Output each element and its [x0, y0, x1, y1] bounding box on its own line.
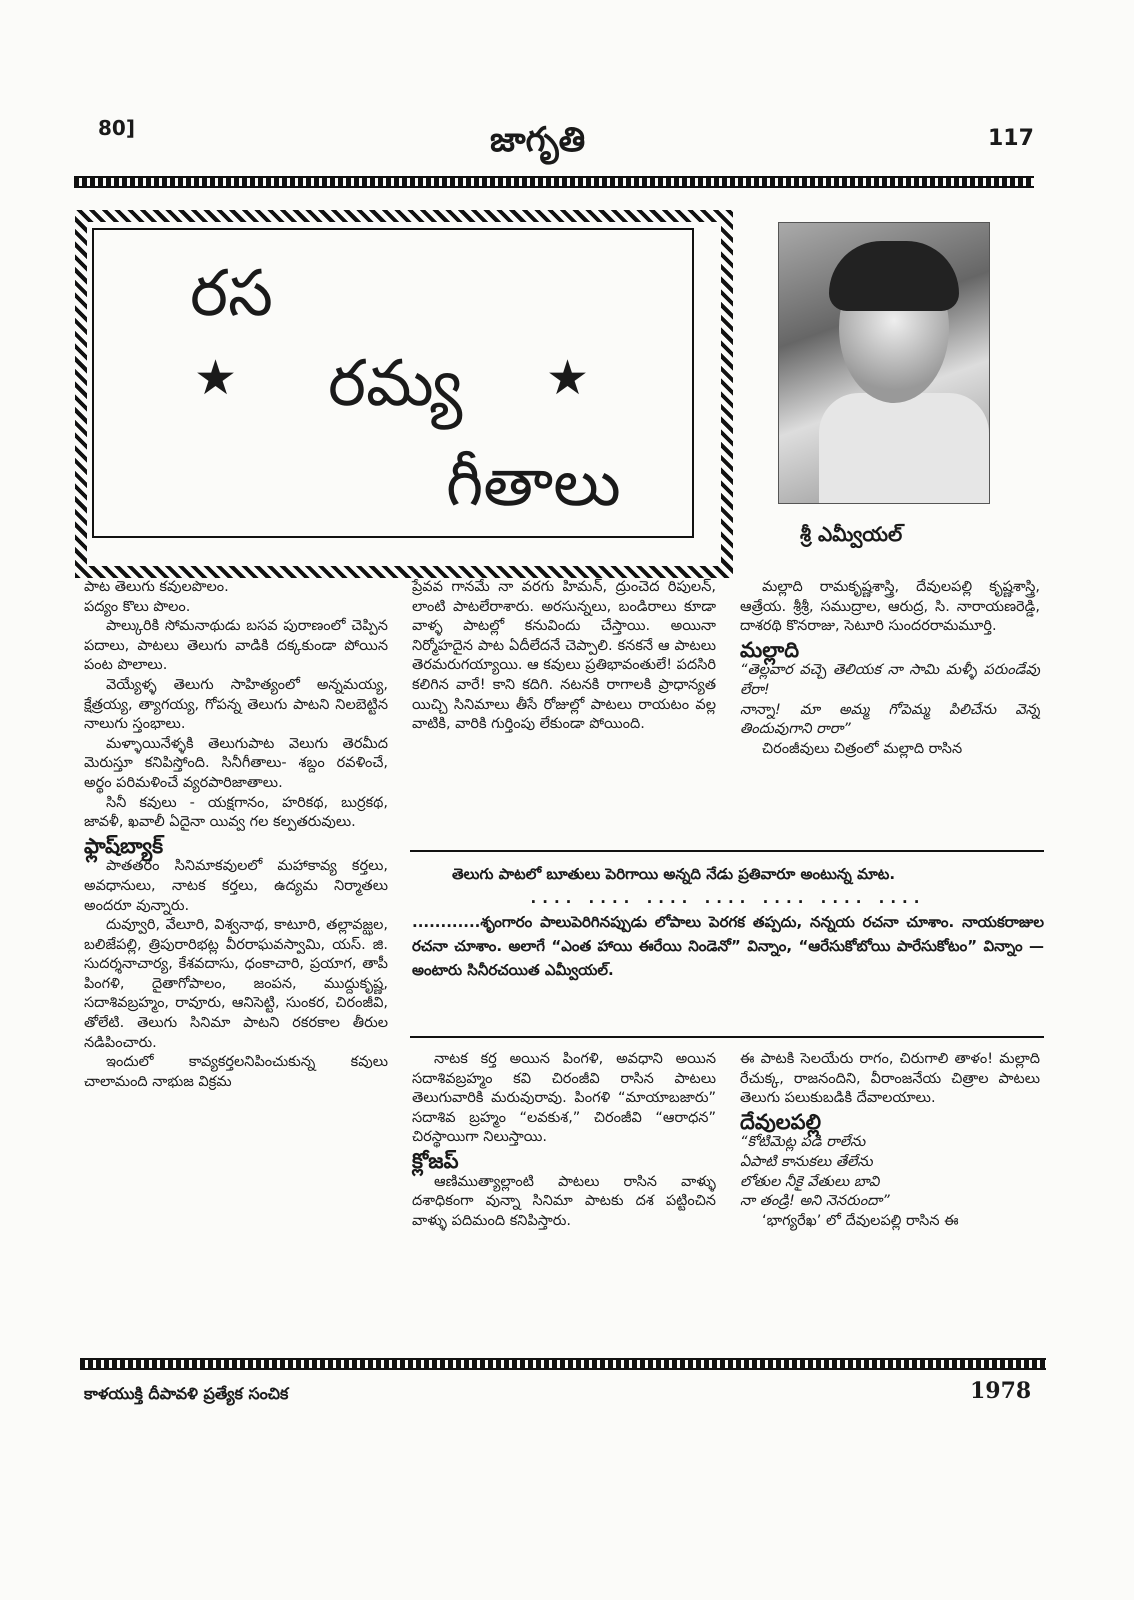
paragraph: నాటక కర్త అయిన పింగళి, అవధాని అయిన సదాశివబ్రహ్మం కవి చిరంజీవి రాసిన పాటలు తెలుగువారికి మరువురావు. పింగళి “మాయాబజారు” సదాశివ బ్రహ్మం “లవకుశ,” చిరంజీవి “ఆరాధన” చిరస్థాయిగా నిలుస్తాయి. [412, 1051, 716, 1146]
header-divider [74, 176, 1034, 188]
paragraph: పద్యం కొలు పొలం. [84, 598, 191, 615]
footer-year: 1978 [970, 1378, 1032, 1404]
paragraph: పాట తెలుగు కవులపొలం. [84, 579, 229, 595]
paragraph: చిరంజీవులు చిత్రంలో మల్లాది రాసిన [762, 740, 963, 757]
paragraph: మళ్ళాయినేళ్ళకి తెలుగుపాట వెలుగు తెరమీద మెరుస్తూ కనిపిస్తోంది. సినీగీతాలు- శబ్దం రవళించే, అర్థం పరిమళించే వ్యరపారిజాతాలు. [84, 735, 388, 791]
paragraph: వెయ్యేళ్ళ తెలుగు సాహిత్యంలో అన్నమయ్య, క్షేత్రయ్య, త్యాగయ్య, గోపన్న తెలుగు పాటని నిలబెట్టిన నాలుగు స్తంభాలు. [84, 676, 388, 733]
box-top-rule [410, 850, 1044, 852]
quote-line: నా తండ్రి! అని నెనరుందా” [740, 1193, 890, 1210]
author-photo [778, 222, 990, 504]
title-word-geetalu: గీతాలు [446, 447, 621, 521]
paragraph: ప్రేవవ గానమే నా వరగు హిమన్, ద్రుంచెద రిపులన్, లాంటి పాటలేరాశారు. అరసున్నలు, బండిరాలు కూడా వాళ్ళ పాటల్లో కనువిందు చేస్తాయి. అయినా నిర్మోహదైన పాట ఏదీలేదనే చెప్పాలి. కనకనే ఆ పాటలు తెరమరుగయ్యాయి. ఆ కవులు ప్రతిభావంతులే! పదసిరి కలిగిన వారే! కాని కదిగి. నటనకి రాగాలకి ప్రాధాన్యత యిచ్చి సినిమాలు తీసే రోజుల్లో పాటలు రాయటం వల్ల వాటికి, వారికి గుర్తింపు లేకుండా పోయింది. [412, 579, 716, 733]
quote-line: “తెల్లవార వచ్చె తెలియక నా సామి మళ్ళీ పరుండేవు లేరా! [740, 662, 1040, 698]
box-line: తెలుగు పాటలో బూతులు పెరిగాయి అన్నది నేడు ప్రతివారూ అంటున్న మాట. [452, 865, 896, 883]
quote-line: లోతుల నీకై వేతులు బావి [740, 1173, 880, 1190]
title-word-ramya: రమ్య [328, 347, 463, 421]
paragraph: పాల్కురికి సోమనాథుడు బసవ పురాణంలో చెప్పిన పదాలు, పాటలు తెలుగు వాడికి దక్కకుండా పోయిన పంట పొలాలు. [84, 618, 388, 674]
author-name: శ్రీ ఎమ్వీయల్ [800, 522, 903, 546]
paragraph: మల్లాది రామకృష్ణశాస్త్రి, దేవులపల్లి కృష్ణశాస్త్రి, ఆత్రేయ. శ్రీశ్రీ, సముద్రాల, ఆరుద్ర, సి. నారాయణరెడ్డి, దాశరథి కొనరాజు, సెటూరి సుందరరామమూర్తి. [740, 579, 1040, 635]
column-1 [84, 578, 388, 1092]
highlight-box [412, 862, 1044, 982]
box-dots: .... .... .... .... .... .... .... [530, 889, 926, 907]
quote-line: నాన్నా! మా అమ్మ గోపెమ్మ పిలిచేను వెన్న తిందువుగాని రారా” [740, 701, 1040, 738]
section-heading-malladi: మల్లాది [740, 636, 800, 662]
section-heading-devulapalli: దేవులపల్లి [740, 1108, 821, 1134]
footer-publication: కాళయుక్తి దీపావళి ప్రత్యేక సంచిక [84, 1384, 289, 1403]
quote-line: ఏపాటి కానుకలు తేలేను [740, 1153, 873, 1170]
magazine-title: జాగృతి [490, 120, 586, 160]
box-line: ............శృంగారం పాలుపెరిగినప్పుడు లోపాలు పెరగక తప్పదు, నన్నయ రచనా చూశాం. నాయకరాజుల రచనా చూశాం. అలాగే “ఎంత హాయి ఈరేయి నిండెనో” విన్నాం, “ఆరేసుకోబోయి పారేసుకోటం” విన్నాం — అంటారు సినీరచయిత ఎమ్వీయల్. [412, 913, 1044, 979]
page-number-left: 80] [98, 116, 135, 140]
paragraph: ‘భాగ్యరేఖ’ లో దేవులపల్లి రాసిన ఈ [762, 1212, 959, 1229]
section-heading-closeup: క్లోజప్ [412, 1147, 459, 1173]
box-bottom-rule [410, 1036, 1044, 1038]
title-word-rasa: రస [190, 257, 273, 331]
page-number-right: 117 [988, 126, 1034, 151]
paragraph: ఇందులో కావ్యకర్తలనిపించుకున్న కవులు చాలామంది నాభుజ విక్రమ [84, 1054, 388, 1090]
paragraph: పాతతరం సినిమాకవులలో మహాకావ్య కర్తలు, అవధానులు, నాటక కర్తలు, ఉద్యమ నిర్మాతలు అందరూ వున్నారు. [84, 858, 388, 914]
column-2 [412, 578, 716, 735]
paragraph: దువ్వూరి, వేలూరి, విశ్వనాథ, కాటూరి, తల్లావజ్ఝల, బలిజేపల్లి, త్రిపురారిభట్ల వీరరాఘవస్వామి, యస్. జి. సుదర్శనాచార్య, కేశవదాసు, ధంకాచారి, ప్రయాగ, తాపీ పింగళి, దైతాగోపాలం, జంపన, ముద్దుకృష్ణ, సదాశివబ్రహ్మం, రావూరు, ఆనిసెట్టి, సుంకర, చిరంజీవి, తోలేటి. తెలుగు సినిమా పాటని రకరకాల తీరుల నడిపించారు. [84, 917, 388, 1051]
footer-divider [80, 1358, 1046, 1370]
column-4 [412, 1050, 716, 1231]
quote-line: “కోటిమెట్ల పడి రాలేను [740, 1134, 866, 1151]
paragraph: ఆణిముత్యాల్లాంటి పాటలు రాసిన వాళ్ళు దశాధికంగా వున్నా సినిమా పాటకు దశ పట్టించిన వాళ్ళు పదిమంది కనిపిస్తారు. [412, 1173, 716, 1229]
column-3 [740, 578, 1040, 759]
paragraph: ఈ పాటకి సెలయేరు రాగం, చిరుగాలి తాళం! మల్లాది రేచుక్క, రాజనందిని, వీరాంజనేయ చిత్రాల పాటలు తెలుగు పలుకుబడికి దేవాలయాలు. [740, 1051, 1040, 1107]
column-5 [740, 1050, 1040, 1231]
star-icon: ★ [194, 350, 238, 406]
paragraph: సినీ కవులు - యక్షగానం, హరికథ, బుర్రకథ, జావళీ, ఖవాలీ ఏదైనా యివ్వ గల కల్పతరువులు. [84, 794, 388, 831]
section-heading-flashback: ఫ్లాష్‌బ్యాక్ [84, 832, 164, 858]
star-icon: ★ [546, 350, 590, 406]
